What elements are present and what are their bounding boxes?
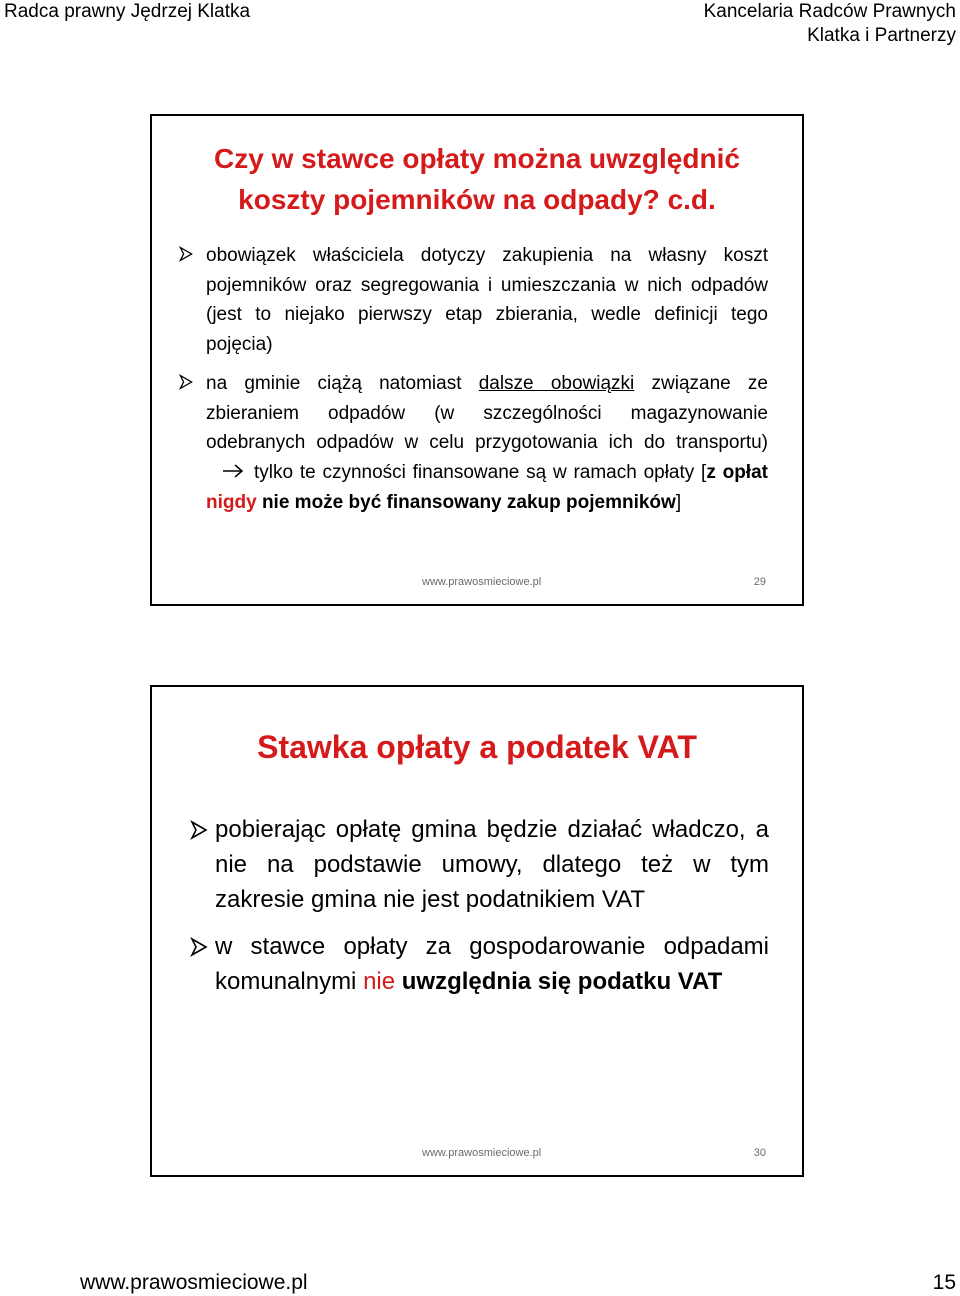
header-firm-line1: Kancelaria Radców Prawnych [703,1,956,22]
slide-title: Stawka opłaty a podatek VAT [257,729,697,765]
bold-text: z opłat [706,461,768,483]
bullet-item [206,241,768,360]
bold-text: uwzględnia się podatku VAT [401,968,723,995]
right-arrow-icon [222,464,244,478]
slide-footer-url: www.prawosmieciowe.pl [422,1147,542,1159]
bullet-item [206,369,768,518]
arrowhead-bullet-icon [178,374,194,390]
slide-footer [152,1147,802,1163]
page-header-left: Radca prawny Jędrzej Klatka [4,1,251,22]
slide-title [152,138,802,220]
arrowhead-bullet-icon [189,820,209,840]
slide-footer [152,576,802,592]
header-firm-line2: Klatka i Partnerzy [807,25,956,46]
slide-footer-url: www.prawosmieciowe.pl [422,576,542,588]
emphasis-text: nigdy [206,491,257,513]
bullet-text: na gminie ciążą natomiast [206,372,479,394]
bullet-item [215,929,769,999]
arrowhead-bullet-icon [189,937,209,957]
slide-30 [150,685,804,1177]
arrowhead-bullet-icon [178,246,194,262]
bullet-item [215,812,769,917]
emphasis-text: nie [363,968,396,995]
slide-29 [150,114,804,606]
page-footer-url: www.prawosmieciowe.pl [80,1271,308,1294]
bullet-text: tylko te czynności finansowane są w ramach opłaty [ [254,461,707,483]
underlined-text: dalsze obowiązki [478,372,635,394]
bullet-list [215,812,769,999]
bullet-text: pobierając opłatę gmina będzie działać władczo, a nie na podstawie umowy, dlatego też w tym zakresie gmina nie jest podatnikiem VAT [215,816,769,913]
slide-number: 30 [753,1147,766,1159]
bullet-text: w stawce opłaty za gospodarowanie odpadami komunalnymi [215,933,769,995]
bullet-text: obowiązek właściciela dotyczy zakupienia na własny koszt pojemników oraz segregowania i umieszczania w nich odpadów (jest to niejako pierwszy etap zbierania, wedle definicji tego pojęcia) [206,245,768,356]
bullet-list [206,241,768,517]
slide-title-line1: Czy w stawce opłaty można uwzględnić [214,143,740,174]
bullet-text: ] [675,491,682,513]
bullet-text: związane ze zbieraniem odpadów (w szczególności magazynowanie odebranych odpadów w celu przygotowania ich do transportu) [206,372,768,454]
page-number: 15 [932,1271,956,1294]
slide-title-line2: koszty pojemników na odpady? c.d. [238,184,716,215]
slide-number: 29 [753,576,766,588]
bold-text: nie może być finansowany zakup pojemników [256,491,676,513]
page-header-right [704,0,956,48]
bullet-text [395,968,402,995]
